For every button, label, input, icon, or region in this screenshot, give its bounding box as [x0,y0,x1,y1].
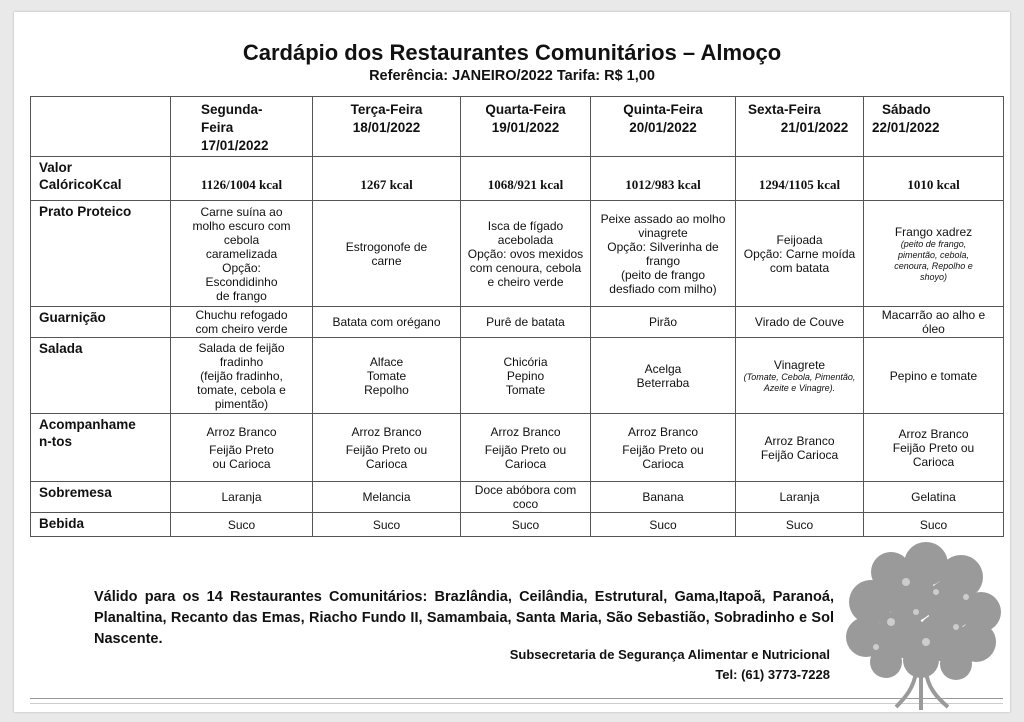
row-label-text: Sobremesa [39,485,112,500]
menu-item-line: Acelga [644,361,682,376]
page-subtitle: Referência: JANEIRO/2022 Tarifa: R$ 1,00 [369,68,655,84]
menu-item-line: Carioca [642,456,684,471]
dish-detail-note: (Tomate, Cebola, Pimentão, [743,371,856,382]
menu-cell [591,338,736,414]
menu-item-line: Laranja [779,490,820,504]
menu-item-line: Carioca [504,456,547,471]
row-label [31,513,171,537]
menu-cell [591,157,736,201]
menu-cell [461,157,591,201]
row-label-text: Guarnição [39,310,106,325]
menu-item-line: Suco [227,517,256,532]
menu-item-line: ou Carioca [212,456,271,471]
day-name: Quarta-Feira [485,102,566,117]
menu-item-line: Repolho [364,382,409,397]
menu-cell [461,338,591,414]
menu-cell [736,201,864,307]
menu-item-line: Opção: Carne moída [743,246,856,261]
menu-cell [736,482,864,513]
menu-cell [864,414,1004,482]
menu-item-line: Arroz Branco [490,424,561,439]
menu-cell [864,338,1004,414]
day-date: 17/01/2022 [201,138,269,153]
menu-item-line: Feijão Preto ou [622,442,704,457]
menu-cell [864,482,1004,513]
menu-item-line: Pepino e tomate [889,368,978,383]
menu-item-line: Escondidinho [205,274,278,289]
menu-cell [864,201,1004,307]
menu-cell [313,307,461,338]
menu-row [31,513,1004,537]
menu-item-line: fradinho [219,354,264,369]
menu-item-line: Tomate [366,368,407,383]
menu-item-line: Banana [642,490,684,504]
row-label-line: n-tos [39,434,72,449]
menu-item-line: Feijão Preto ou [484,442,567,457]
day-header [313,97,461,157]
menu-item-line: caramelizada [205,246,278,261]
menu-item-line: Melancia [362,490,411,504]
menu-item-line: Pirão [648,315,677,329]
menu-item-line: Virado de Couve [754,315,845,329]
menu-item-line: 1010 kcal [907,177,960,192]
organization-name: Subsecretaria de Segurança Alimentar e Nutricional [509,647,830,662]
menu-item-line: Beterraba [636,375,690,390]
row-label [31,307,171,338]
menu-cell [736,307,864,338]
menu-item-line: vinagrete [638,225,688,240]
day-name: Terça-Feira [350,102,423,117]
menu-item-line: Opção: ovos mexidos [467,246,584,261]
menu-cell [864,307,1004,338]
dish-detail-note: pimentão, cebola, [897,249,970,260]
dish-detail-note: (peito de frango, [900,238,967,249]
menu-row [31,157,1004,201]
menu-row [31,482,1004,513]
menu-item-line: desfiado com milho) [609,281,717,296]
menu-row [31,201,1004,307]
menu-item-line: Estrogonofe de [345,239,428,254]
day-name: Sábado [882,102,931,117]
menu-item-line: Isca de fígado [487,218,564,233]
day-header [171,97,313,157]
menu-cell [736,513,864,537]
menu-item-line: Macarrão ao alho e [881,308,986,322]
menu-cell [591,201,736,307]
menu-item-line: Suco [649,517,677,532]
menu-item-line: Chicória [503,354,548,369]
menu-item-line: 1294/1105 kcal [758,177,841,192]
menu-cell [313,513,461,537]
menu-item-line: Arroz Branco [351,424,422,439]
menu-item-line: Tomate [505,382,546,397]
menu-cell [313,414,461,482]
menu-item-line: com cenoura, cebola [469,260,582,275]
menu-cell [171,307,313,338]
menu-cell [171,157,313,201]
menu-item-line: Laranja [221,490,262,504]
menu-item-line: 1068/921 kcal [487,177,564,192]
day-header [591,97,736,157]
row-label [31,201,171,307]
menu-item-line: Feijoada [776,232,823,247]
menu-item-line: Suco [372,517,401,532]
menu-cell [313,338,461,414]
menu-row [31,338,1004,414]
menu-item-line: Suco [919,517,948,532]
menu-item-line: molho escuro com [192,218,291,233]
menu-item-line: Carioca [365,456,408,471]
header-row [31,97,1004,157]
menu-item-line: 1012/983 kcal [625,177,701,192]
menu-item-line: coco [512,497,539,511]
menu-item-line: pimentão) [214,396,269,411]
menu-cell [171,201,313,307]
row-label-text: Bebida [39,516,85,531]
row-label [31,338,171,414]
row-label-text: Prato Proteico [39,204,132,219]
row-label [31,482,171,513]
menu-item-line: e cheiro verde [487,274,564,289]
menu-item-line: Suco [511,517,540,532]
menu-item-line: carne [371,253,402,268]
menu-cell [591,513,736,537]
menu-cell [461,482,591,513]
day-date: 22/01/2022 [872,120,940,135]
menu-cell [591,482,736,513]
menu-cell [461,513,591,537]
dish-detail-note: shoyo) [919,271,947,282]
menu-item-line: tomate, cebola e [197,382,286,397]
menu-cell [736,414,864,482]
menu-item-line: Arroz Branco [764,433,835,448]
day-name: Sexta-Feira [748,102,821,117]
menu-row [31,414,1004,482]
menu-item-line: Feijão Preto ou [345,442,428,457]
day-header [461,97,591,157]
tree-logo-icon [836,542,1006,712]
menu-item-line: Chuchu refogado [195,308,288,322]
menu-table [30,96,1004,537]
corner-cell [31,97,171,157]
menu-cell [591,414,736,482]
menu-item-line: Gelatina [911,490,956,504]
menu-item-line: Salada de feijão [198,340,285,355]
menu-cell [736,157,864,201]
menu-item-line: frango [645,253,681,268]
menu-item-line: 1126/1004 kcal [200,177,283,192]
day-date: 20/01/2022 [629,120,697,135]
menu-cell [171,513,313,537]
menu-row [31,307,1004,338]
page-title: Cardápio dos Restaurantes Comunitários – Almoço [242,40,782,65]
menu-cell [171,482,313,513]
menu-item-line: cebola [223,232,260,247]
menu-cell [591,307,736,338]
dish-detail-note: cenoura, Repolho e [894,260,973,271]
row-label [31,157,171,201]
menu-item-line: Batata com orégano [332,315,441,329]
menu-item-line: Feijão Preto ou [892,440,975,455]
day-header [736,97,864,157]
day-header [864,97,1004,157]
menu-cell [171,338,313,414]
menu-cell [313,201,461,307]
menu-cell [313,482,461,513]
menu-item-line: Carioca [912,454,955,469]
menu-item-line: Peixe assado ao molho [600,211,726,226]
phone-number: Tel: (61) 3773-7228 [715,667,830,682]
menu-item-line: Arroz Branco [898,426,969,441]
menu-item-line: com batata [769,260,830,275]
row-label-text: Valor CalóricoKcal [39,160,122,192]
menu-item-line: Opção: [222,260,261,275]
menu-cell [864,513,1004,537]
row-label-text: Salada [39,341,83,356]
menu-item-line: Arroz Branco [627,424,699,439]
menu-cell [736,338,864,414]
menu-item-line: Carne suína ao [200,204,283,219]
menu-item-line: Opção: Silverinha de [607,239,719,254]
menu-item-line: Pepino [506,368,545,383]
menu-sheet [14,12,1010,712]
menu-item-line: Alface [369,354,404,369]
menu-item-line: com cheiro verde [195,322,288,336]
menu-cell [171,414,313,482]
menu-item-line: acebolada [497,232,554,247]
menu-cell [461,414,591,482]
menu-cell [864,157,1004,201]
menu-item-line: Frango xadrez [894,224,973,239]
dish-detail-note: Azeite e Vinagre). [763,382,836,393]
row-label-line: Acompanhame [39,417,136,432]
menu-item-line: Arroz Branco [206,424,277,439]
day-date: 19/01/2022 [491,120,560,135]
menu-item-line: (feijão fradinho, [200,368,283,383]
row-label [31,414,171,482]
menu-item-line: Vinagrete [773,357,826,372]
menu-item-line: Doce abóbora com [474,483,577,497]
menu-item-line: Suco [785,517,814,532]
day-date: 18/01/2022 [352,120,421,135]
day-name: Quinta-Feira [623,102,703,117]
day-name: Segunda-Feira [201,102,263,135]
menu-item-line: (peito de frango [620,267,706,282]
menu-item-line: Feijão Carioca [760,447,839,462]
validity-note: Válido para os 14 Restaurantes Comunitários: Brazlândia, Ceilândia, Estrutural, Gama,Itapoã, Paranoá, Planaltina, Recanto das Emas, Riacho Fundo II, Samambaia, Santa Maria, São Sebastião, Sobradinho e Sol Nascente. [94,589,834,647]
menu-item-line: Purê de batata [486,315,565,329]
menu-cell [461,307,591,338]
menu-item-line: óleo [922,322,945,336]
menu-cell [461,201,591,307]
day-date: 21/01/2022 [780,120,849,135]
menu-item-line: de frango [216,288,267,303]
menu-item-line: 1267 kcal [360,177,413,192]
menu-item-line: Feijão Preto [209,442,274,457]
menu-cell [313,157,461,201]
